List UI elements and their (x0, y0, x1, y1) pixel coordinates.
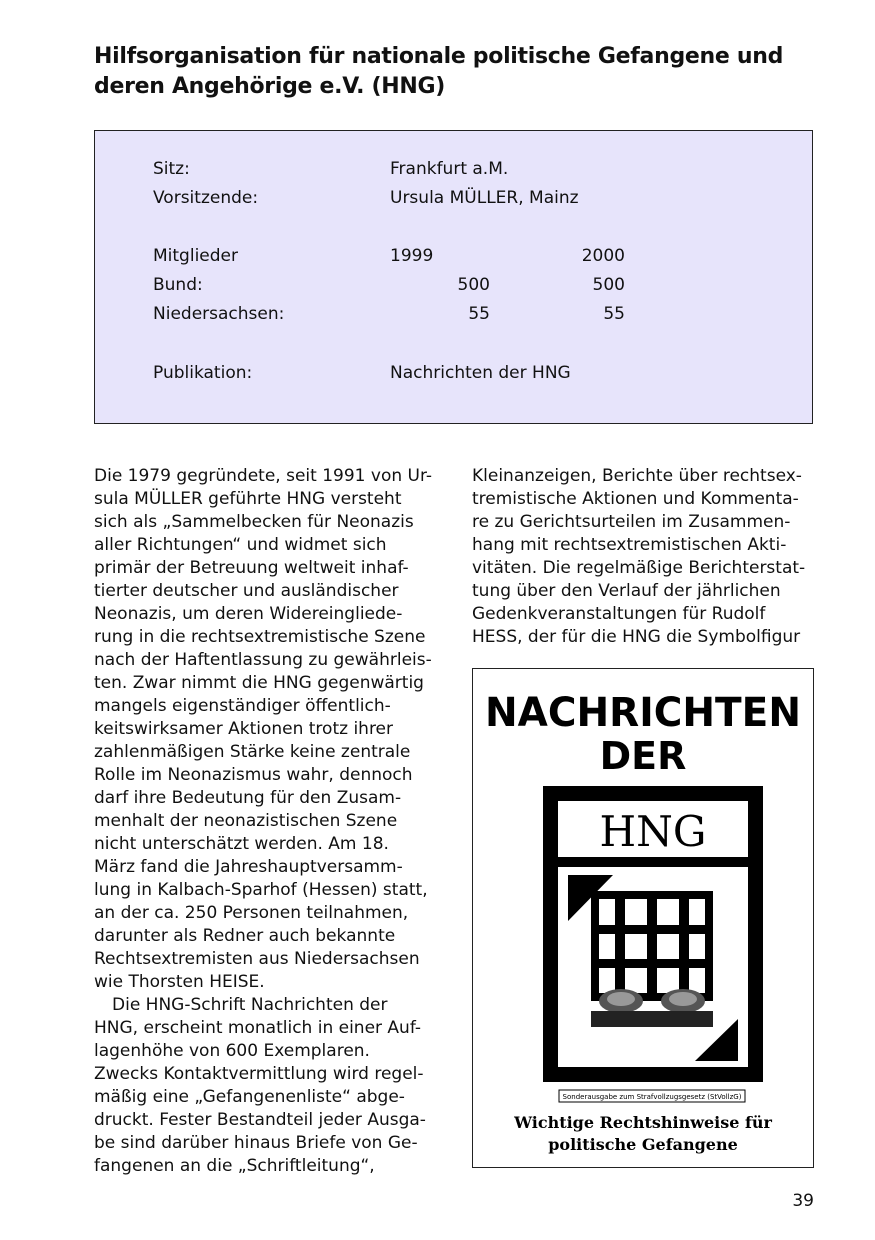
year-2000: 2000 (581, 246, 625, 266)
bund-label: Bund: (153, 275, 203, 295)
info-row-bund (153, 273, 753, 297)
body-line: wie Thorsten HEISE. (94, 972, 265, 992)
vorsitz-label: Vorsitzende: (153, 188, 259, 208)
newsletter-cover-figure (472, 668, 814, 1168)
sitz-value: Frankfurt a.M. (390, 159, 509, 179)
cover-edition-note: Sonderausgabe zum Strafvollzugsgesetz (StVollzG) (562, 1093, 742, 1101)
niedersachsen-1999: 55 (468, 304, 490, 324)
cover-tagline-line-2: politische Gefangene (548, 1135, 738, 1154)
body-line: Kleinanzeigen, Berichte über rechtsex- (472, 466, 802, 486)
body-line: primär der Betreuung weltweit inhaf- (94, 558, 409, 578)
body-line: rung in die rechtsextremistische Szene (94, 627, 426, 647)
body-line: darf ihre Bedeutung für den Zusam- (94, 788, 402, 808)
page-number: 39 (792, 1191, 814, 1211)
body-line: fangenen an die „Schriftleitung“, (94, 1156, 375, 1176)
cover-title-line-1: NACHRICHTEN (485, 690, 801, 736)
bund-1999: 500 (457, 275, 490, 295)
niedersachsen-label: Niedersachsen: (153, 304, 285, 324)
body-line: Gedenkveranstaltungen für Rudolf (472, 604, 766, 624)
heading-line-2: deren Angehörige e.V. (HNG) (94, 74, 445, 99)
body-line: menhalt der neonazistischen Szene (94, 811, 398, 831)
year-1999: 1999 (390, 246, 434, 266)
info-row-sitz (153, 157, 753, 181)
body-line: Die HNG-Schrift Nachrichten der (112, 995, 388, 1015)
info-row-vorsitz (153, 186, 753, 210)
niedersachsen-2000: 55 (603, 304, 625, 324)
info-row-niedersachsen (153, 302, 753, 326)
vorsitz-value: Ursula MÜLLER, Mainz (390, 188, 579, 208)
body-line: keitswirksamer Aktionen trotz ihrer (94, 719, 394, 739)
body-line: sich als „Sammelbecken für Neonazis (94, 512, 414, 532)
body-line: vitäten. Die regelmäßige Berichterstat- (472, 558, 806, 578)
info-row-publikation (153, 361, 753, 385)
body-line: hang mit rechtsextremistischen Akti- (472, 535, 787, 555)
heading-line-1: Hilfsorganisation für nationale politische Gefangene und (94, 44, 784, 69)
body-line: Rolle im Neonazismus wahr, dennoch (94, 765, 413, 785)
body-line: tremistische Aktionen und Kommenta- (472, 489, 799, 509)
publikation-value: Nachrichten der HNG (390, 363, 571, 383)
body-line: mangels eigenständiger öffentlich- (94, 696, 391, 716)
body-line: nach der Haftentlassung zu gewährleis- (94, 650, 432, 670)
body-line: tung über den Verlauf der jährlichen (472, 581, 781, 601)
page-heading (94, 42, 814, 102)
body-line: mäßig eine „Gefangenenliste“ abge- (94, 1087, 405, 1107)
bund-2000: 500 (592, 275, 625, 295)
body-line: Die 1979 gegründete, seit 1991 von Ur- (94, 466, 432, 486)
body-line: druckt. Fester Bestandteil jeder Ausga- (94, 1110, 426, 1130)
body-line: sula MÜLLER geführte HNG versteht (94, 489, 402, 509)
body-line: März fand die Jahreshauptversamm- (94, 857, 403, 877)
body-line: lagenhöhe von 600 Exemplaren. (94, 1041, 370, 1061)
newsletter-cover-image (473, 669, 813, 1167)
body-line: re zu Gerichtsurteilen im Zusammen- (472, 512, 791, 532)
body-line: HNG, erscheint monatlich in einer Auf- (94, 1018, 422, 1038)
body-line: an der ca. 250 Personen teilnahmen, (94, 903, 409, 923)
members-label: Mitglieder (153, 246, 238, 266)
body-line: darunter als Redner auch bekannte (94, 926, 396, 946)
info-row-members-header (153, 244, 753, 268)
body-line: Rechtsextremisten aus Niedersachsen (94, 949, 420, 969)
body-line: nicht unterschätzt werden. Am 18. (94, 834, 389, 854)
cover-hng-label: HNG (599, 807, 707, 856)
body-line: ten. Zwar nimmt die HNG gegenwärtig (94, 673, 424, 693)
cover-tagline-line-1: Wichtige Rechtshinweise für (514, 1113, 772, 1132)
body-line: HESS, der für die HNG die Symbolfigur (472, 627, 801, 647)
body-line: lung in Kalbach-Sparhof (Hessen) statt, (94, 880, 428, 900)
body-line: Zwecks Kontaktvermittlung wird regel- (94, 1064, 424, 1084)
body-line: tierter deutscher und ausländischer (94, 581, 399, 601)
publikation-label: Publikation: (153, 363, 253, 383)
body-line: Neonazis, um deren Widereingliede- (94, 604, 403, 624)
sitz-label: Sitz: (153, 159, 190, 179)
body-line: zahlenmäßigen Stärke keine zentrale (94, 742, 411, 762)
body-line: aller Richtungen“ und widmet sich (94, 535, 387, 555)
cover-title-line-2: DER (599, 734, 687, 778)
body-line: be sind darüber hinaus Briefe von Ge- (94, 1133, 418, 1153)
info-box (94, 130, 813, 424)
